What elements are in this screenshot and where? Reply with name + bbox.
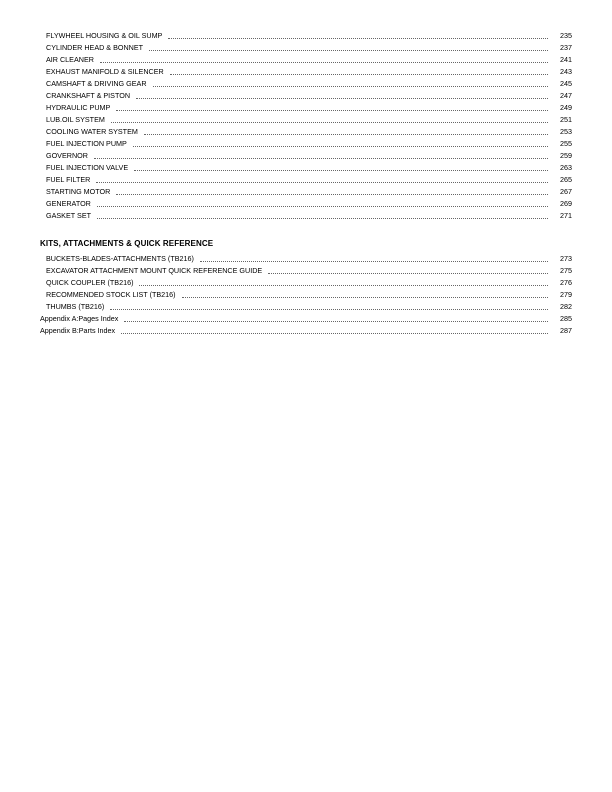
toc-entry[interactable]	[46, 90, 572, 102]
toc-entry-label: RECOMMENDED STOCK LIST (TB216)	[46, 290, 176, 299]
toc-leader-dots	[97, 212, 548, 221]
toc-entry-label: LUB.OIL SYSTEM	[46, 115, 105, 124]
toc-entry[interactable]	[46, 265, 572, 277]
toc-leader-dots	[110, 303, 548, 312]
table-of-contents	[40, 30, 572, 337]
toc-entry[interactable]	[46, 138, 572, 150]
toc-leader-dots	[168, 32, 548, 41]
toc-entry-label: FUEL INJECTION PUMP	[46, 139, 127, 148]
toc-entry[interactable]	[46, 126, 572, 138]
toc-entry-page-number: 247	[560, 91, 572, 100]
toc-entry[interactable]	[40, 313, 572, 325]
toc-leader-dots	[136, 92, 548, 101]
toc-entry-label: Appendix A:Pages Index	[40, 314, 119, 323]
toc-entry[interactable]	[46, 30, 572, 42]
toc-entry-label: CYLINDER HEAD & BONNET	[46, 43, 144, 52]
toc-leader-dots	[94, 152, 548, 161]
toc-entry[interactable]	[46, 162, 572, 174]
toc-leader-dots	[139, 279, 548, 288]
toc-entry-label: EXHAUST MANIFOLD & SILENCER	[46, 67, 164, 76]
toc-entry[interactable]	[46, 277, 572, 289]
toc-entry-page-number: 251	[560, 115, 572, 124]
toc-entry-page-number: 255	[560, 139, 572, 148]
toc-entry-label: GASKET SET	[46, 211, 92, 220]
toc-entry[interactable]	[46, 42, 572, 54]
toc-leader-dots	[116, 188, 548, 197]
toc-entry-label: HYDRAULIC PUMP	[46, 103, 111, 112]
toc-entry-label: CRANKSHAFT & PISTON	[46, 91, 131, 100]
toc-leader-dots	[200, 255, 548, 264]
toc-section-heading: KITS, ATTACHMENTS & QUICK REFERENCE	[40, 239, 214, 248]
toc-leader-dots	[124, 315, 548, 324]
toc-entry-page-number: 269	[560, 199, 572, 208]
toc-entry[interactable]	[46, 150, 572, 162]
toc-leader-dots	[121, 327, 548, 336]
toc-entry-page-number: 271	[560, 211, 572, 220]
toc-leader-dots	[97, 200, 548, 209]
toc-entry-label: STARTING MOTOR	[46, 187, 111, 196]
toc-entry-page-number: 241	[560, 55, 572, 64]
toc-entry[interactable]	[46, 198, 572, 210]
toc-entry-label: FLYWHEEL HOUSING & OIL SUMP	[46, 31, 163, 40]
toc-entry-page-number: 263	[560, 163, 572, 172]
toc-entry-label: EXCAVATOR ATTACHMENT MOUNT QUICK REFERENCE GUIDE	[46, 266, 263, 275]
toc-entry-label: QUICK COUPLER (TB216)	[46, 278, 134, 287]
toc-leader-dots	[111, 116, 548, 125]
toc-entry-label: AIR CLEANER	[46, 55, 94, 64]
toc-entry-label: CAMSHAFT & DRIVING GEAR	[46, 79, 147, 88]
toc-entry-page-number: 267	[560, 187, 572, 196]
toc-entry[interactable]	[46, 186, 572, 198]
toc-leader-dots	[96, 176, 548, 185]
toc-entry-page-number: 245	[560, 79, 572, 88]
toc-entry[interactable]	[46, 301, 572, 313]
toc-entry-page-number: 243	[560, 67, 572, 76]
toc-leader-dots	[116, 104, 548, 113]
toc-entry-page-number: 235	[560, 31, 572, 40]
toc-leader-dots	[149, 44, 548, 53]
toc-entry-page-number: 279	[560, 290, 572, 299]
toc-entry[interactable]	[46, 253, 572, 265]
toc-leader-dots	[133, 140, 548, 149]
toc-entry-page-number: 282	[560, 302, 572, 311]
toc-leader-dots	[170, 68, 548, 77]
toc-entry-page-number: 275	[560, 266, 572, 275]
toc-entry-page-number: 276	[560, 278, 572, 287]
toc-entry[interactable]	[46, 102, 572, 114]
toc-entry-label: THUMBS (TB216)	[46, 302, 105, 311]
toc-entry-page-number: 259	[560, 151, 572, 160]
toc-entry[interactable]	[46, 174, 572, 186]
toc-entry-label: BUCKETS-BLADES-ATTACHMENTS (TB216)	[46, 254, 194, 263]
toc-entry-page-number: 237	[560, 43, 572, 52]
toc-leader-dots	[144, 128, 548, 137]
toc-entry[interactable]	[46, 289, 572, 301]
toc-entry-label: Appendix B:Parts Index	[40, 326, 116, 335]
toc-entry[interactable]	[46, 78, 572, 90]
toc-entry-label: COOLING WATER SYSTEM	[46, 127, 138, 136]
toc-entry-page-number: 285	[560, 314, 572, 323]
toc-entry[interactable]	[46, 114, 572, 126]
toc-entry-page-number: 265	[560, 175, 572, 184]
toc-leader-dots	[268, 267, 548, 276]
toc-entry-page-number: 273	[560, 254, 572, 263]
toc-entry[interactable]	[46, 210, 572, 222]
toc-entry-label: GENERATOR	[46, 199, 91, 208]
toc-leader-dots	[100, 56, 548, 65]
toc-leader-dots	[134, 164, 548, 173]
toc-entry[interactable]	[46, 66, 572, 78]
toc-entry[interactable]	[46, 54, 572, 66]
toc-entry-page-number: 249	[560, 103, 572, 112]
toc-entry-page-number: 253	[560, 127, 572, 136]
toc-leader-dots	[182, 291, 548, 300]
toc-entry[interactable]	[40, 325, 572, 337]
toc-leader-dots	[153, 80, 548, 89]
toc-entry-label: FUEL INJECTION VALVE	[46, 163, 129, 172]
toc-entry-page-number: 287	[560, 326, 572, 335]
toc-entry-label: GOVERNOR	[46, 151, 88, 160]
toc-entry-label: FUEL FILTER	[46, 175, 91, 184]
